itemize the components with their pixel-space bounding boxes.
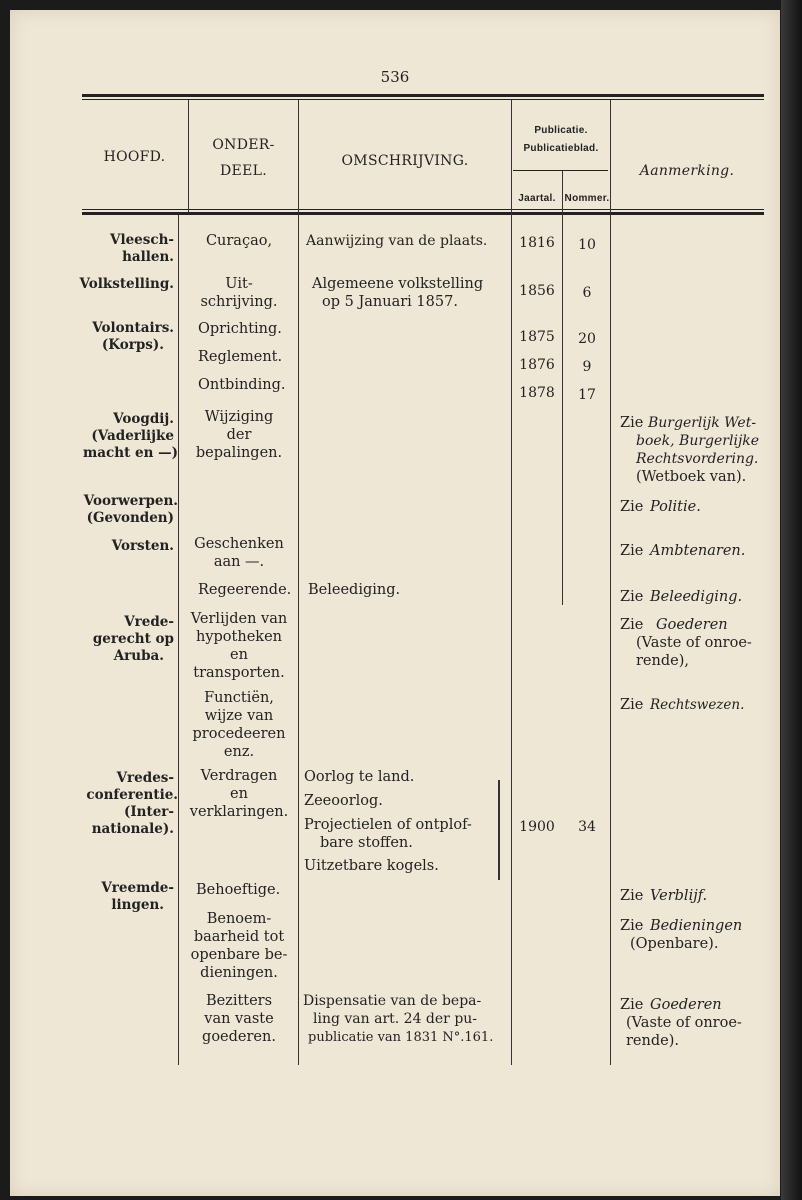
omschrijving-projectielen-1: Projectielen of ontplof- <box>304 817 472 833</box>
onderdeel-regeerende: Regeerende. <box>198 582 292 598</box>
hoofd-vreemd-1: Vreemde- <box>101 880 174 896</box>
nommer-20: 20 <box>578 331 596 347</box>
onderdeel-verdragen-2: en <box>230 786 248 802</box>
header-rule-thick <box>82 212 764 215</box>
jaartal-1875: 1875 <box>519 329 555 345</box>
hoofd-vredes-2: conferentie. <box>86 787 178 803</box>
onderdeel-ontbinding: Ontbinding. <box>198 377 286 393</box>
omschrijving-algemeene-2: op 5 Januari 1857. <box>322 294 458 310</box>
hoofd-volkstelling: Volkstelling. <box>79 276 174 292</box>
header-onderdeel-1: ONDER- <box>212 137 275 153</box>
onderdeel-benoem-1: Benoem- <box>206 911 272 927</box>
onderdeel-verdragen-3: verklaringen. <box>189 804 289 820</box>
onderdeel-wijziging-2: der <box>226 427 252 443</box>
onderdeel-bezitters-3: goederen. <box>202 1029 276 1045</box>
hoofd-vorsten: Vorsten. <box>111 538 174 554</box>
onderdeel-verlijden-2: hypotheken <box>196 629 282 645</box>
aanmerking-bw-3: Rechtsvordering. <box>636 451 759 467</box>
aanmerking-bw-2: boek, Burgerlijke <box>636 433 760 449</box>
aanmerking-zie-verblijf: Zie <box>620 888 644 904</box>
hoofd-vredes-3: (Inter- <box>123 804 174 820</box>
hoofd-vrede-2: gerecht op <box>92 631 174 647</box>
hoofd-vreemd-2: lingen. <box>111 897 164 913</box>
omschrijving-projectielen-2: bare stoffen. <box>320 835 413 851</box>
onderdeel-geschenken-1: Geschenken <box>194 536 284 552</box>
aanmerking-politie: Politie. <box>650 499 701 515</box>
aanmerking-goederen2-1: Goederen <box>650 997 722 1013</box>
omschrijving-dispensatie-3: publicatie van 1831 N°.161. <box>308 1030 494 1045</box>
publicatie-sub-rule <box>513 170 608 171</box>
omschrijving-aanwijzing: Aanwijzing van de plaats. <box>306 233 488 249</box>
aanmerking-goederen-1: Goederen <box>656 617 728 633</box>
aanmerking-ambtenaren: Ambtenaren. <box>650 543 746 559</box>
onderdeel-benoem-3: openbare be- <box>190 947 288 963</box>
header-aanmerking: Aanmerking. <box>639 163 735 179</box>
col-line-1-header <box>188 100 189 212</box>
onderdeel-oprichting: Oprichting. <box>198 321 282 337</box>
aanmerking-zie-goederen-2: Zie <box>620 997 644 1013</box>
nommer-9: 9 <box>582 359 592 375</box>
jaartal-1876: 1876 <box>519 357 555 373</box>
aanmerking-bw-1: Burgerlijk Wet- <box>648 415 757 431</box>
omschrijving-dispensatie-1: Dispensatie van de bepa- <box>303 993 482 1009</box>
hoofd-voogdij-3: macht en —) <box>83 445 178 461</box>
omschrijving-zeeoorlog: Zeeoorlog. <box>304 793 383 809</box>
onderdeel-benoem-2: baarheid tot <box>193 929 285 945</box>
jaartal-1900: 1900 <box>519 819 555 835</box>
aanmerking-verblijf: Verblijf. <box>650 888 708 904</box>
col-line-2 <box>298 100 299 1065</box>
onderdeel-wijziging-3: bepalingen. <box>195 445 283 461</box>
aanmerking-zie-rechtswezen: Zie <box>620 697 644 713</box>
aanmerking-zie-politie: Zie <box>620 499 644 515</box>
aanmerking-zie-bedieningen: Zie <box>620 918 644 934</box>
onderdeel-verlijden-1: Verlijden van <box>190 611 288 627</box>
onderdeel-wijziging-1: Wijziging <box>204 409 274 425</box>
aanmerking-beleediging: Beleediging. <box>650 589 743 605</box>
header-publicatie: Publicatie. <box>534 125 588 136</box>
onderdeel-functien-4: enz. <box>223 744 255 760</box>
jaartal-1856: 1856 <box>519 283 555 299</box>
aanmerking-zie-bw: Zie <box>620 415 644 431</box>
aanmerking-zie-goederen: Zie <box>620 617 644 633</box>
aanmerking-goederen2-3: rende). <box>626 1033 679 1049</box>
hoofd-voorwerpen-1: Voorwerpen. <box>83 493 178 509</box>
aanmerking-bw-4: (Wetboek van). <box>636 469 747 485</box>
hoofd-volontairs-1: Volontairs. <box>92 320 174 336</box>
aanmerking-zie-beleediging: Zie <box>620 589 644 605</box>
page-number: 536 <box>380 68 410 86</box>
omschrijving-dispensatie-2: ling van art. 24 der pu- <box>313 1011 478 1027</box>
aanmerking-zie-ambtenaren: Zie <box>620 543 644 559</box>
book-page <box>10 10 780 1196</box>
onderdeel-bezitters-1: Bezitters <box>205 993 273 1009</box>
hoofd-voogdij-2: (Vaderlijke <box>91 428 174 444</box>
aanmerking-goederen-2: (Vaste of onroe- <box>636 635 752 651</box>
top-rule-thick <box>82 94 764 97</box>
omschrijving-oorlog: Oorlog te land. <box>304 769 415 785</box>
aanmerking-goederen2-2: (Vaste of onroe- <box>626 1015 742 1031</box>
jaartal-1878: 1878 <box>519 385 555 401</box>
hoofd-voogdij-1: Voogdij. <box>113 411 174 427</box>
nommer-17: 17 <box>578 387 596 403</box>
onderdeel-verlijden-4: transporten. <box>193 665 285 681</box>
hoofd-vrede-3: Aruba. <box>113 648 164 664</box>
omschrijving-algemeene-1: Algemeene volkstelling <box>312 276 484 292</box>
hoofd-vredes-1: Vredes- <box>116 770 174 786</box>
header-nommer: Nommer. <box>564 193 610 204</box>
header-hoofd: HOOFD. <box>103 149 166 165</box>
book-spine-edge <box>781 0 802 1200</box>
onderdeel-functien-2: wijze van <box>204 708 274 724</box>
onderdeel-functien-1: Functiën, <box>204 690 274 706</box>
jaartal-1816: 1816 <box>519 235 555 251</box>
onderdeel-uit-1: Uit- <box>225 276 253 292</box>
onderdeel-reglement: Reglement. <box>198 349 283 365</box>
hoofd-vleesch-1: Vleesch- <box>109 232 174 248</box>
header-onderdeel-2: DEEL. <box>220 163 267 179</box>
onderdeel-benoem-4: dieningen. <box>200 965 278 981</box>
hoofd-vrede-1: Vrede- <box>124 614 174 630</box>
nommer-10: 10 <box>578 237 596 253</box>
hoofd-volontairs-2: (Korps). <box>101 337 164 353</box>
onderdeel-behoeftige: Behoeftige. <box>196 882 281 898</box>
onderdeel-verdragen-1: Verdragen <box>200 768 278 784</box>
header-jaartal: Jaartal. <box>518 193 556 204</box>
onderdeel-curacao: Curaçao, <box>205 233 273 249</box>
hoofd-vleesch-2: hallen. <box>122 249 174 265</box>
onderdeel-verlijden-3: en <box>230 647 248 663</box>
header-omschrijving: OMSCHRIJVING. <box>341 153 469 169</box>
aanmerking-bedieningen-2: (Openbare). <box>630 936 719 952</box>
nommer-34: 34 <box>578 819 596 835</box>
onderdeel-functien-3: procedeeren <box>192 726 286 742</box>
top-rule-thin <box>82 99 764 100</box>
hoofd-voorwerpen-2: (Gevonden) <box>86 510 174 526</box>
aanmerking-goederen-3: rende), <box>636 653 689 669</box>
onderdeel-bezitters-2: van vaste <box>204 1011 274 1027</box>
aanmerking-bedieningen-1: Bedieningen <box>650 918 743 934</box>
omschrijving-beleediging: Beleediging. <box>308 582 401 598</box>
hoofd-vredes-4: nationale). <box>91 821 174 837</box>
onderdeel-geschenken-2: aan —. <box>213 554 265 570</box>
bracket-line <box>498 780 500 880</box>
nommer-6: 6 <box>582 285 592 301</box>
omschrijving-uitzetbare: Uitzetbare kogels. <box>304 858 439 874</box>
aanmerking-rechtswezen: Rechtswezen. <box>650 697 745 713</box>
onderdeel-uit-2: schrijving. <box>200 294 278 310</box>
header-publicatieblad: Publicatieblad. <box>523 143 599 154</box>
col-line-1 <box>178 215 179 1065</box>
header-rule-thin <box>82 209 764 210</box>
